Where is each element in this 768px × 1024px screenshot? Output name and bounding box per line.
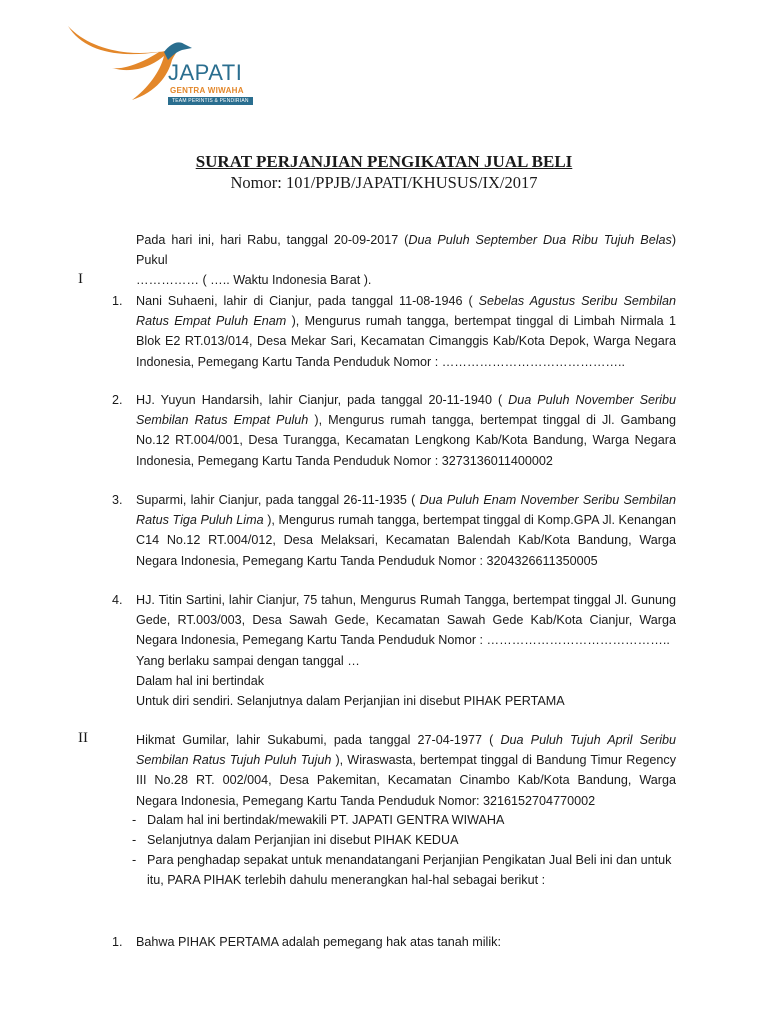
document-number: Nomor: 101/PPJB/JAPATI/KHUSUS/IX/2017: [230, 173, 538, 192]
logo-name: JAPATI: [168, 60, 243, 85]
party-item-1: Nani Suhaeni, lahir di Cianjur, pada tanggal 11-08-1946 ( Sebelas Agustus Seribu Sembilan Ratus Empat Puluh Enam ), Mengurus rumah tangga, bertempat tinggal di Limbah Nirmala 1 Blok E2 RT.013/014, Desa Mekar Sari, Kecamatan Cimanggis Kab/Kota Depok, Warga Negara Indonesia, Pemegang Kartu Tanda Penduduk Nomor : ……………………………………..: [136, 294, 676, 369]
clause-item-1: Bahwa PIHAK PERTAMA adalah pemegang hak atas tanah milik:: [136, 935, 501, 949]
item-number: 1.: [112, 294, 123, 308]
section-roman-ii: II: [78, 730, 88, 746]
bullet-item: - Para penghadap sepakat untuk menandatangani Perjanjian Pengikatan Jual Beli ini dan untuk itu, PARA PIHAK terlebih dahulu menerangkan hal-hal sebagai berikut :: [132, 853, 672, 888]
item-number: 3.: [112, 493, 123, 507]
intro-paragraph: Pada hari ini, hari Rabu, tanggal 20-09-2017 (Dua Puluh September Dua Ribu Tujuh Belas) Pukul …………… ( ….. Waktu Indonesia Barat ).: [136, 233, 677, 288]
party-item-4: HJ. Titin Sartini, lahir Cianjur, 75 tahun, Mengurus Rumah Tangga, bertempat tinggal Jl. Gunung Gede, RT.003/003, Desa Sawah Gede, Kecamatan Sawah Gede Kab/Kota Cianjur, Warga Negara Indonesia, Pemegang Kartu Tanda Penduduk Nomor : …………………………………….. Yang berlaku sampai dengan tanggal … Dalam hal ini bertindak Untuk diri sendiri. Selanjutnya dalam Perjanjian ini disebut PIHAK PERTAMA: [136, 593, 676, 709]
document-title: SURAT PERJANJIAN PENGIKATAN JUAL BELI: [195, 152, 573, 171]
party-item-2: HJ. Yuyun Handarsih, lahir Cianjur, pada tanggal 20-11-1940 ( Dua Puluh November Seribu Sembilan Ratus Empat Puluh ), Mengurus rumah tangga, bertempat tinggal di Jl. Gambang No.12 RT.004/001, Desa Turangga, Kecamatan Lengkong Kab/Kota Bandung, Warga Negara Indonesia, Pemegang Kartu Tanda Penduduk Nomor : 3273136011400002: [136, 393, 676, 468]
section-roman-i: I: [78, 271, 83, 287]
item-number: 4.: [112, 593, 123, 607]
party-item-3: Suparmi, lahir Cianjur, pada tanggal 26-11-1935 ( Dua Puluh Enam November Seribu Sembilan Ratus Tiga Puluh Lima ), Mengurus rumah tangga, bertempat tinggal di Komp.GPA Jl. Kenangan C14 No.12 RT.004/012, Desa Melaksari, Kecamatan Balendah Kab/Kota Bandung, Warga Negara Indonesia, Pemegang Kartu Tanda Penduduk Nomor : 3204326611350005: [136, 493, 676, 568]
bullet-item: - Selanjutnya dalam Perjanjian ini disebut PIHAK KEDUA: [132, 833, 459, 847]
item-number: 2.: [112, 393, 123, 407]
logo-subtitle: GENTRA WIWAHA: [170, 86, 244, 95]
logo-tagline: TEAM PERINTIS & PENDIRIAN: [168, 97, 253, 105]
item-number: 1.: [112, 935, 123, 949]
party-second: Hikmat Gumilar, lahir Sukabumi, pada tanggal 27-04-1977 ( Dua Puluh Tujuh April Seribu Sembilan Ratus Tujuh Puluh Tujuh ), Wiraswasta, bertempat tinggal di Bandung Timur Regency III No.28 RT. 002/004, Desa Pakemitan, Kecamatan Cinambo Kab/Kota Bandung, Warga Negara Indonesia, Pemegang Kartu Tanda Penduduk Nomor: 3216152704770002: [136, 733, 677, 808]
bullet-item: - Dalam hal ini bertindak/mewakili PT. JAPATI GENTRA WIWAHA: [132, 813, 505, 827]
